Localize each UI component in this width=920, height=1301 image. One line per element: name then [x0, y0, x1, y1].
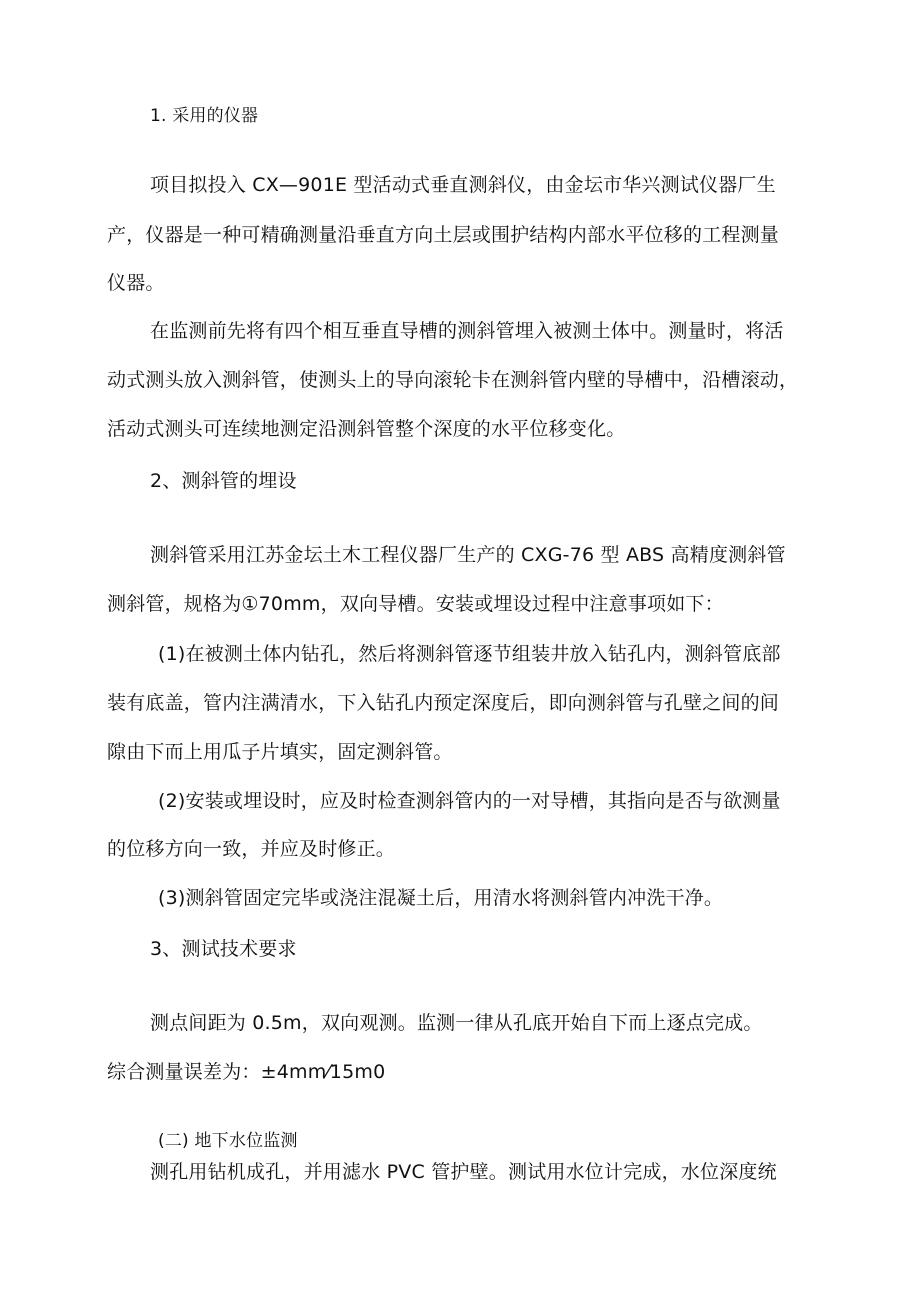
section-1-para-1-line-3: 仪器。	[107, 272, 165, 294]
section-2-item-3-line-1: (3)测斜管固定完毕或浇注混凝土后，用清水将测斜管内冲洗干净。	[158, 887, 724, 909]
section-1-heading: 1. 采用的仪器	[150, 106, 259, 126]
section-2-para-1-line-2: 测斜管，规格为①70mm，双向导槽。安装或埋设过程中注意事项如下：	[107, 593, 724, 615]
section-2-heading: 2、测斜管的埋设	[150, 470, 297, 492]
section-1-para-1-line-2: 产，仪器是一种可精确测量沿垂直方向土层或围护结构内部水平位移的工程测量	[107, 224, 780, 246]
section-2-item-1-line-1: (1)在被测土体内钻孔，然后将测斜管逐节组装井放入钻孔内，测斜管底部	[158, 643, 781, 665]
section-2-item-2-line-1: (2)安装或埋设时，应及时检查测斜管内的一对导槽，其指向是否与欲测量	[158, 790, 781, 812]
section-3-para-1: 测点间距为 0.5m，双向观测。监测一律从孔底开始自下而上逐点完成。	[150, 1012, 763, 1034]
section-1-para-2-line-1: 在监测前先将有四个相互垂直导槽的测斜管埋入被测土体中。测量时，将活	[150, 320, 784, 342]
section-2-para-1-line-1: 测斜管采用江苏金坛土木工程仪器厂生产的 CXG-76 型 ABS 高精度测斜管	[150, 544, 786, 566]
section-1-para-1-line-1: 项目拟投入 CX—901E 型活动式垂直测斜仪，由金坛市华兴测试仪器厂生	[150, 174, 776, 196]
section-3-para-2: 综合测量误差为：±4mm⁄15m0	[107, 1061, 386, 1083]
section-4-para-1: 测孔用钻机成孔，并用滤水 PVC 管护壁。测试用水位计完成，水位深度统	[150, 1161, 777, 1183]
section-2-item-1-line-3: 隙由下而上用瓜子片填实，固定测斜管。	[107, 741, 453, 763]
section-1-para-2-line-3: 活动式测头可连续地测定沿测斜管整个深度的水平位移变化。	[107, 418, 626, 440]
section-2-item-1-line-2: 装有底盖，管内注满清水，下入钻孔内预定深度后，即向测斜管与孔壁之间的间	[107, 692, 780, 714]
section-1-para-2-line-2: 动式测头放入测斜管，使测头上的导向滚轮卡在测斜管内壁的导槽中，沿槽滚动，	[107, 369, 799, 391]
section-3-heading: 3、测试技术要求	[150, 938, 297, 960]
section-2-item-2-line-2: 的位移方向一致，并应及时修正。	[107, 838, 396, 860]
section-4-heading: (二) 地下水位监测	[158, 1131, 298, 1151]
